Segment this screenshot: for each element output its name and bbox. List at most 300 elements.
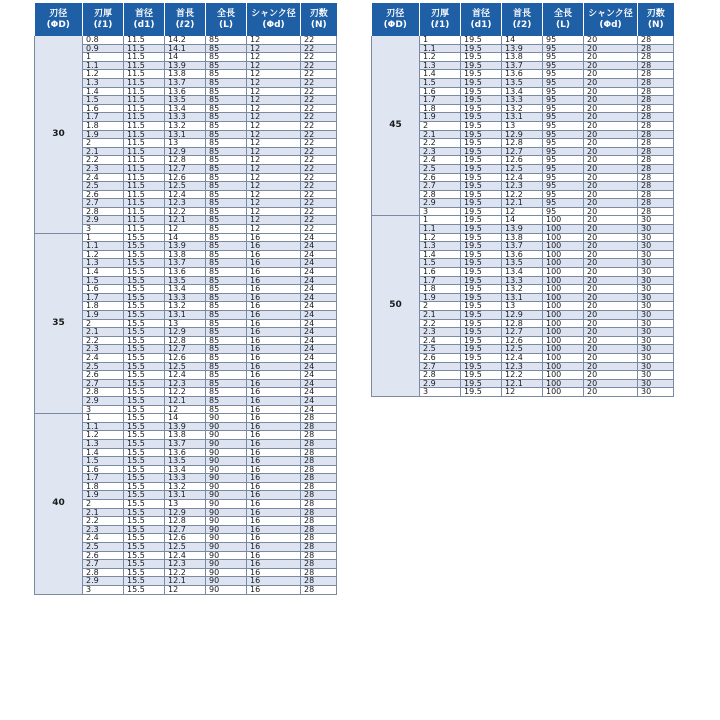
table-cell: 28: [301, 457, 337, 466]
table-cell: 90: [206, 491, 247, 500]
table-row: [35, 414, 337, 423]
table-cell: 90: [206, 568, 247, 577]
blade-diameter-cell: 50: [372, 216, 420, 396]
table-cell: 2.6: [83, 190, 124, 199]
table-cell: 28: [301, 586, 337, 595]
table-cell: 24: [301, 302, 337, 311]
table-cell: 15.5: [124, 414, 165, 423]
table-cell: 100: [543, 259, 584, 268]
table-cell: 100: [543, 250, 584, 259]
table-cell: 14: [165, 414, 206, 423]
table-cell: 24: [301, 311, 337, 320]
table-cell: 100: [543, 345, 584, 354]
table-cell: 28: [301, 431, 337, 440]
table-cell: 30: [638, 371, 674, 380]
table-cell: 16: [247, 508, 301, 517]
header-symbol: (ℓ2): [175, 19, 195, 30]
table-cell: 15.5: [124, 396, 165, 405]
table-cell: 90: [206, 517, 247, 526]
table-cell: 16: [247, 457, 301, 466]
table-cell: 24: [301, 328, 337, 337]
table-cell: 16: [247, 543, 301, 552]
table-cell: 20: [584, 319, 638, 328]
table-cell: 20: [584, 302, 638, 311]
table-cell: 22: [301, 207, 337, 216]
table-cell: 2.2: [420, 319, 461, 328]
table-cell: 85: [206, 164, 247, 173]
table-cell: 12.1: [165, 396, 206, 405]
table-cell: 85: [206, 70, 247, 79]
table-cell: 1.5: [83, 276, 124, 285]
table-cell: 100: [543, 388, 584, 397]
table-cell: 2.7: [83, 199, 124, 208]
table-cell: 85: [206, 225, 247, 234]
header-neck-diameter: [461, 3, 502, 36]
header-label: 首径: [134, 8, 153, 19]
table-cell: 28: [638, 121, 674, 130]
table-cell: 15.5: [124, 525, 165, 534]
table-cell: 19.5: [461, 276, 502, 285]
table-cell: 2: [420, 302, 461, 311]
table-cell: 12.6: [165, 173, 206, 182]
table-cell: 28: [301, 465, 337, 474]
table-cell: 28: [301, 474, 337, 483]
table-cell: 85: [206, 53, 247, 62]
table-cell: 28: [301, 568, 337, 577]
table-cell: 20: [584, 78, 638, 87]
table-cell: 100: [543, 285, 584, 294]
table-cell: 16: [247, 250, 301, 259]
table-cell: 1.3: [420, 242, 461, 251]
table-cell: 12.7: [165, 525, 206, 534]
table-cell: 12.7: [165, 164, 206, 173]
table-cell: 13.1: [502, 293, 543, 302]
table-cell: 28: [301, 482, 337, 491]
table-cell: 20: [584, 70, 638, 79]
table-cell: 14: [502, 216, 543, 225]
table-cell: 1.9: [83, 491, 124, 500]
table-cell: 90: [206, 560, 247, 569]
table-cell: 1.6: [420, 268, 461, 277]
blade-diameter-cell: 40: [35, 414, 83, 594]
table-cell: 1: [83, 233, 124, 242]
table-row: [372, 36, 674, 44]
table-cell: 13.7: [502, 61, 543, 70]
table-cell: 22: [301, 199, 337, 208]
table-cell: 1.7: [420, 276, 461, 285]
table-cell: 12.2: [165, 207, 206, 216]
table-cell: 12.4: [165, 190, 206, 199]
header-label: 刃径: [386, 8, 405, 19]
table-cell: 12.4: [502, 353, 543, 362]
table-cell: 100: [543, 319, 584, 328]
header-symbol: (Φd): [262, 19, 285, 30]
table-cell: 19.5: [461, 156, 502, 165]
table-cell: 1.8: [420, 285, 461, 294]
table-cell: 12.2: [165, 388, 206, 397]
table-cell: 15.5: [124, 508, 165, 517]
table-cell: 2: [420, 121, 461, 130]
table-cell: 20: [584, 328, 638, 337]
table-cell: 15.5: [124, 482, 165, 491]
table-cell: 15.5: [124, 517, 165, 526]
table-cell: 3: [83, 586, 124, 595]
table-cell: 30: [638, 388, 674, 397]
table-cell: 15.5: [124, 353, 165, 362]
table-cell: 19.5: [461, 353, 502, 362]
table-cell: 20: [584, 388, 638, 397]
table-cell: 12.1: [502, 199, 543, 208]
table-cell: 15.5: [124, 491, 165, 500]
table-cell: 12.6: [165, 353, 206, 362]
blade-diameter-cell: 35: [35, 233, 83, 413]
table-cell: 2.9: [83, 577, 124, 586]
header-label: 刃径: [49, 8, 68, 19]
table-cell: 19.5: [461, 104, 502, 113]
table-cell: 12.3: [502, 182, 543, 191]
header-blade-thickness: [83, 3, 124, 36]
table-cell: 19.5: [461, 242, 502, 251]
table-cell: 2.3: [83, 164, 124, 173]
table-cell: 16: [247, 311, 301, 320]
table-cell: 2: [83, 500, 124, 509]
table-cell: 100: [543, 353, 584, 362]
table-cell: 1: [420, 36, 461, 44]
table-cell: 14: [502, 36, 543, 44]
table-cell: 19.5: [461, 199, 502, 208]
table-cell: 28: [301, 508, 337, 517]
table-cell: 2.5: [83, 182, 124, 191]
table-cell: 28: [638, 70, 674, 79]
table-cell: 14.2: [165, 36, 206, 44]
header-label: シャンク径: [588, 8, 633, 19]
table-cell: 16: [247, 517, 301, 526]
table-cell: 2.3: [83, 345, 124, 354]
table-cell: 20: [584, 242, 638, 251]
table-cell: 16: [247, 233, 301, 242]
table-cell: 13.5: [165, 276, 206, 285]
table-cell: 30: [638, 225, 674, 234]
table-cell: 13.4: [165, 465, 206, 474]
table-cell: 1.7: [420, 96, 461, 105]
table-cell: 19.5: [461, 388, 502, 397]
table-cell: 19.5: [461, 319, 502, 328]
table-cell: 11.5: [124, 87, 165, 96]
table-cell: 90: [206, 414, 247, 423]
table-cell: 13.5: [165, 96, 206, 105]
table-cell: 95: [543, 36, 584, 44]
table-cell: 15.5: [124, 448, 165, 457]
table-cell: 2.4: [83, 173, 124, 182]
table-cell: 85: [206, 345, 247, 354]
header-overall-length: [543, 3, 584, 36]
table-cell: 24: [301, 259, 337, 268]
table-cell: 28: [638, 53, 674, 62]
table-cell: 95: [543, 207, 584, 216]
table-cell: 90: [206, 525, 247, 534]
table-cell: 28: [638, 156, 674, 165]
table-cell: 12: [502, 388, 543, 397]
table-cell: 30: [638, 242, 674, 251]
table-cell: 16: [247, 328, 301, 337]
table-cell: 28: [638, 139, 674, 148]
table-cell: 13.3: [502, 276, 543, 285]
table-cell: 1.7: [83, 293, 124, 302]
table-cell: 90: [206, 448, 247, 457]
table-cell: 15.5: [124, 422, 165, 431]
table-cell: 24: [301, 345, 337, 354]
table-cell: 19.5: [461, 345, 502, 354]
table-cell: 1.1: [83, 422, 124, 431]
header-label: 首長: [175, 8, 194, 19]
table-cell: 20: [584, 199, 638, 208]
header-label: 首径: [471, 8, 490, 19]
table-cell: 19.5: [461, 147, 502, 156]
table-cell: 30: [638, 311, 674, 320]
table-cell: 13.8: [502, 53, 543, 62]
table-cell: 20: [584, 139, 638, 148]
table-cell: 22: [301, 78, 337, 87]
table-cell: 14: [165, 233, 206, 242]
table-cell: 13.1: [165, 491, 206, 500]
table-cell: 15.5: [124, 457, 165, 466]
table-cell: 20: [584, 225, 638, 234]
table-cell: 28: [638, 44, 674, 53]
table-cell: 12: [502, 207, 543, 216]
table-cell: 24: [301, 233, 337, 242]
table-cell: 14: [165, 53, 206, 62]
table-cell: 85: [206, 173, 247, 182]
table-cell: 16: [247, 319, 301, 328]
table-cell: 12.6: [502, 156, 543, 165]
table-cell: 22: [301, 216, 337, 225]
table-cell: 16: [247, 500, 301, 509]
header-label: 全長: [553, 8, 572, 19]
table-cell: 13: [165, 319, 206, 328]
header-label: シャンク径: [251, 8, 296, 19]
table-cell: 19.5: [461, 130, 502, 139]
table-cell: 2.6: [420, 353, 461, 362]
table-cell: 12: [247, 164, 301, 173]
table-cell: 11.5: [124, 78, 165, 87]
table-cell: 85: [206, 233, 247, 242]
table-cell: 85: [206, 242, 247, 251]
table-cell: 1.4: [420, 250, 461, 259]
table-cell: 1.6: [83, 285, 124, 294]
table-cell: 22: [301, 156, 337, 165]
table-cell: 85: [206, 353, 247, 362]
table-cell: 19.5: [461, 78, 502, 87]
header-symbol: (ΦD): [46, 19, 70, 30]
table-cell: 2.7: [83, 560, 124, 569]
table-cell: 2.2: [420, 139, 461, 148]
table-cell: 22: [301, 225, 337, 234]
table-cell: 85: [206, 259, 247, 268]
table-cell: 28: [301, 551, 337, 560]
table-cell: 28: [638, 164, 674, 173]
table-cell: 30: [638, 285, 674, 294]
table-cell: 16: [247, 422, 301, 431]
table-cell: 15.5: [124, 242, 165, 251]
table-cell: 15.5: [124, 551, 165, 560]
table-cell: 16: [247, 336, 301, 345]
table-cell: 12: [247, 44, 301, 53]
table-cell: 15.5: [124, 336, 165, 345]
table-cell: 85: [206, 36, 247, 44]
table-cell: 100: [543, 276, 584, 285]
table-cell: 22: [301, 182, 337, 191]
table-cell: 13.7: [502, 242, 543, 251]
table-cell: 15.5: [124, 465, 165, 474]
table-cell: 2.1: [420, 311, 461, 320]
table-cell: 16: [247, 525, 301, 534]
table-cell: 16: [247, 414, 301, 423]
table-cell: 1.1: [420, 225, 461, 234]
table-cell: 13.6: [165, 448, 206, 457]
table-cell: 1.5: [83, 457, 124, 466]
header-label: 刃厚: [93, 8, 112, 19]
table-cell: 30: [638, 302, 674, 311]
table-cell: 22: [301, 121, 337, 130]
table-cell: 90: [206, 508, 247, 517]
table-cell: 85: [206, 276, 247, 285]
table-cell: 2.9: [420, 199, 461, 208]
table-cell: 22: [301, 173, 337, 182]
table-cell: 90: [206, 482, 247, 491]
table-cell: 1.8: [83, 482, 124, 491]
table-cell: 19.5: [461, 139, 502, 148]
table-cell: 15.5: [124, 586, 165, 595]
table-cell: 15.5: [124, 431, 165, 440]
table-cell: 16: [247, 474, 301, 483]
table-cell: 95: [543, 156, 584, 165]
table-cell: 28: [301, 422, 337, 431]
table-cell: 85: [206, 405, 247, 414]
table-cell: 19.5: [461, 61, 502, 70]
table-cell: 20: [584, 379, 638, 388]
table-cell: 90: [206, 465, 247, 474]
table-cell: 12.7: [502, 328, 543, 337]
table-cell: 1.3: [83, 259, 124, 268]
table-cell: 11.5: [124, 36, 165, 44]
table-cell: 20: [584, 36, 638, 44]
table-cell: 11.5: [124, 225, 165, 234]
table-cell: 1.3: [83, 439, 124, 448]
header-symbol: (ΦD): [383, 19, 407, 30]
table-cell: 28: [301, 577, 337, 586]
table-cell: 20: [584, 371, 638, 380]
table-cell: 30: [638, 319, 674, 328]
table-cell: 95: [543, 173, 584, 182]
table-cell: 12.3: [165, 379, 206, 388]
table-cell: 15.5: [124, 293, 165, 302]
table-cell: 16: [247, 362, 301, 371]
table-cell: 12: [247, 36, 301, 44]
table-cell: 20: [584, 259, 638, 268]
table-cell: 12: [247, 139, 301, 148]
table-cell: 95: [543, 199, 584, 208]
table-cell: 15.5: [124, 534, 165, 543]
table-cell: 95: [543, 87, 584, 96]
table-cell: 85: [206, 268, 247, 277]
header-neck-length: [165, 3, 206, 36]
table-cell: 15.5: [124, 371, 165, 380]
table-cell: 24: [301, 319, 337, 328]
table-cell: 19.5: [461, 87, 502, 96]
table-cell: 20: [584, 44, 638, 53]
table-cell: 1.1: [420, 44, 461, 53]
table-cell: 13.6: [165, 87, 206, 96]
table-cell: 12.5: [165, 362, 206, 371]
table-cell: 12.8: [165, 517, 206, 526]
table-cell: 30: [638, 250, 674, 259]
table-cell: 19.5: [461, 96, 502, 105]
table-cell: 28: [638, 61, 674, 70]
table-cell: 13.3: [502, 96, 543, 105]
table-cell: 20: [584, 147, 638, 156]
table-cell: 24: [301, 250, 337, 259]
table-cell: 85: [206, 147, 247, 156]
table-cell: 19.5: [461, 293, 502, 302]
table-cell: 12.4: [502, 173, 543, 182]
table-cell: 12: [247, 121, 301, 130]
table-cell: 85: [206, 216, 247, 225]
table-cell: 15.5: [124, 379, 165, 388]
table-cell: 28: [301, 543, 337, 552]
table-cell: 22: [301, 53, 337, 62]
table-cell: 11.5: [124, 173, 165, 182]
table-cell: 28: [638, 173, 674, 182]
table-cell: 22: [301, 139, 337, 148]
table-cell: 13.4: [165, 285, 206, 294]
table-cell: 19.5: [461, 233, 502, 242]
table-cell: 13.8: [502, 233, 543, 242]
table-cell: 28: [638, 199, 674, 208]
table-row: [35, 233, 337, 242]
table-cell: 95: [543, 190, 584, 199]
table-cell: 85: [206, 78, 247, 87]
table-cell: 13.5: [502, 78, 543, 87]
table-cell: 1.8: [83, 302, 124, 311]
table-cell: 30: [638, 293, 674, 302]
table-cell: 85: [206, 388, 247, 397]
table-cell: 12: [247, 156, 301, 165]
table-cell: 1.3: [420, 61, 461, 70]
table-cell: 13.3: [165, 293, 206, 302]
table-cell: 19.5: [461, 216, 502, 225]
spec-table-right: [371, 3, 674, 397]
table-cell: 12.9: [502, 311, 543, 320]
table-cell: 22: [301, 70, 337, 79]
table-cell: 20: [584, 268, 638, 277]
header-symbol: (Φd): [599, 19, 622, 30]
table-cell: 19.5: [461, 173, 502, 182]
table-cell: 20: [584, 250, 638, 259]
table-cell: 15.5: [124, 233, 165, 242]
table-cell: 85: [206, 104, 247, 113]
table-cell: 24: [301, 371, 337, 380]
table-cell: 12.9: [165, 328, 206, 337]
table-cell: 12: [247, 113, 301, 122]
table-cell: 16: [247, 345, 301, 354]
table-cell: 20: [584, 311, 638, 320]
table-cell: 12: [247, 61, 301, 70]
table-cell: 30: [638, 336, 674, 345]
table-cell: 16: [247, 577, 301, 586]
table-cell: 1: [420, 216, 461, 225]
table-cell: 13.1: [165, 130, 206, 139]
table-cell: 13: [502, 121, 543, 130]
